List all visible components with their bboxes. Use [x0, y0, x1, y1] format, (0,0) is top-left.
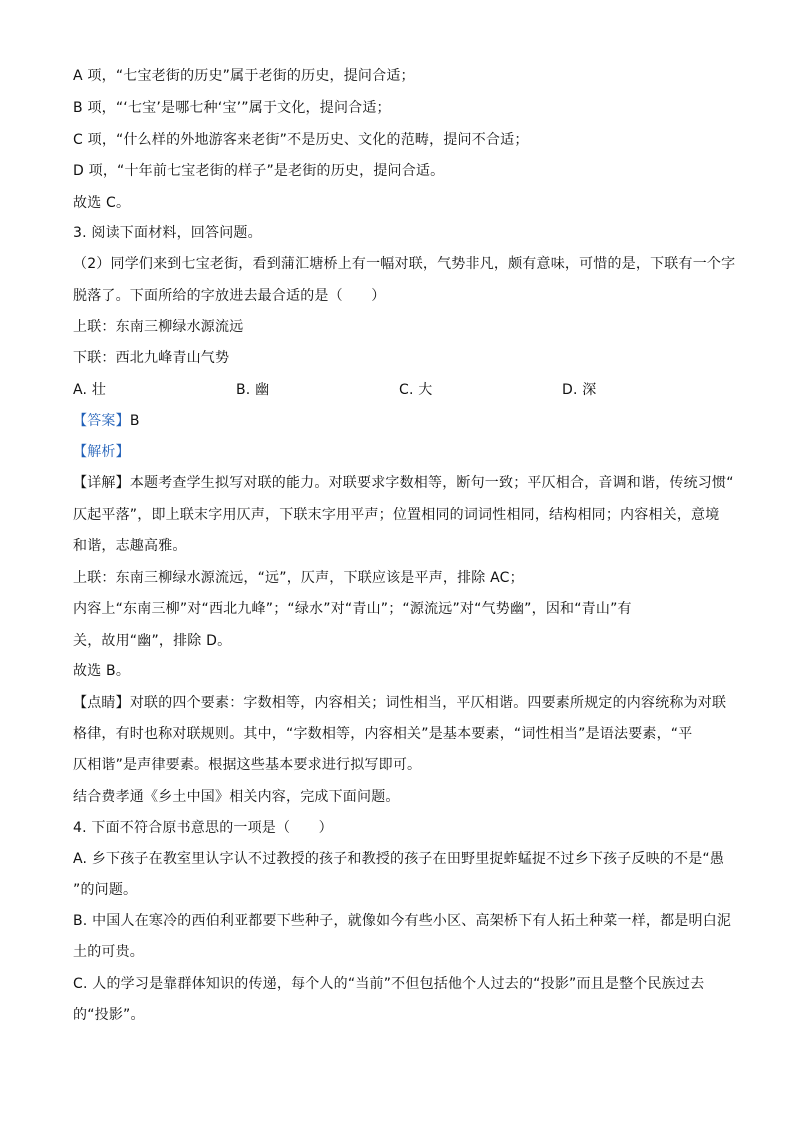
- analysis-option-d: D 项，“十年前七宝老街的样子”是老街的历史，提问合适。: [73, 163, 445, 179]
- answer-line: [73, 411, 725, 431]
- analysis-conclusion: 故选 C。: [73, 195, 131, 211]
- section-intro: 结合费孝通《乡土中国》相关内容，完成下面问题。: [73, 789, 400, 805]
- detail-line-3: 和谐，志趣高雅。: [73, 538, 187, 554]
- option-c: C. 大: [399, 382, 433, 398]
- question-4-option-a-line-2: ”的问题。: [73, 882, 138, 898]
- detail-line-5: 内容上“东南三柳”对“西北九峰”；“绿水”对“青山”；“源流远”对“气势幽”，因和“青山”有: [73, 601, 632, 617]
- detail-line-6: 关，故用“幽”，排除 D。: [73, 633, 232, 649]
- tip-line-2: 格律，有时也称对联规则。其中，“字数相等，内容相关”是基本要素，“词性相当”是语法要素，“平: [73, 726, 693, 742]
- tip-tag: 【点睛】: [73, 695, 130, 711]
- question-3-conclusion: 故选 B。: [73, 663, 131, 679]
- question-3-stem-line-2: 脱落了。下面所给的字放进去最合适的是（ ）: [73, 288, 386, 304]
- question-3-intro: 3. 阅读下面材料，回答问题。: [73, 225, 262, 241]
- tip-line-1: [73, 693, 725, 713]
- detail-line-1: [73, 473, 734, 493]
- answer-value: B: [129, 413, 140, 429]
- option-b: B. 幽: [236, 382, 270, 398]
- question-3-stem-line-1: （2）同学们来到七宝老街，看到蒲汇塘桥上有一幅对联，气势非凡，颇有意味，可惜的是，下联有一个字: [73, 256, 736, 272]
- question-3-options: [73, 380, 725, 400]
- question-4-option-a-line-1: A. 乡下孩子在教室里认字认不过教授的孩子和教授的孩子在田野里捉蚱蜢捉不过乡下孩子反映的不是“愚: [73, 851, 725, 867]
- option-d: D. 深: [562, 382, 597, 398]
- tip-text-1: 对联的四个要素：字数相等，内容相关；词性相当，平仄相谐。四要素所规定的内容统称为对联: [129, 695, 727, 711]
- question-4-option-c-line-1: C. 人的学习是靠群体知识的传递，每个人的“当前”不但包括他个人过去的“投影”而且是整个民族过去: [73, 976, 705, 992]
- couplet-lower: 下联：西北九峰青山气势: [73, 350, 230, 366]
- analysis-tag: 【解析】: [73, 444, 130, 460]
- detail-line-2: 仄起平落”，即上联末字用仄声，下联末字用平声；位置相同的词词性相同，结构相同；内容相关，意境: [73, 507, 720, 523]
- question-4-option-c-line-2: 的“投影”。: [73, 1007, 145, 1023]
- question-4-option-b-line-1: B. 中国人在寒冷的西伯利亚都要下些种子，就像如今有些小区、高架桥下有人拓土种菜一样，都是明白泥: [73, 913, 732, 929]
- answer-tag: 【答案】: [73, 413, 130, 429]
- analysis-option-c: C 项，“什么样的外地游客来老街”不是历史、文化的范畴，提问不合适；: [73, 132, 529, 148]
- analysis-line: [73, 442, 725, 462]
- option-a: A. 壮: [73, 382, 107, 398]
- couplet-upper: 上联：东南三柳绿水源流远: [73, 319, 244, 335]
- analysis-option-a: A 项，“七宝老街的历史”属于老街的历史，提问合适；: [73, 68, 415, 84]
- question-4-option-b-line-2: 土的可贵。: [73, 944, 144, 960]
- detail-line-4: 上联：东南三柳绿水源流远，“远”，仄声，下联应该是平声，排除 AC；: [73, 570, 524, 586]
- question-4-stem: 4. 下面不符合原书意思的一项是（ ）: [73, 820, 333, 836]
- detail-tag: 【详解】: [73, 475, 130, 491]
- detail-text-1: 本题考查学生拟写对联的能力。对联要求字数相等，断句一致；平仄相合，音调和谐，传统习惯“: [129, 475, 734, 491]
- analysis-option-b: B 项，“‘七宝’是哪七种‘宝’”属于文化，提问合适；: [73, 100, 391, 116]
- tip-line-3: 仄相谐”是声律要素。根据这些基本要求进行拟写即可。: [73, 757, 422, 773]
